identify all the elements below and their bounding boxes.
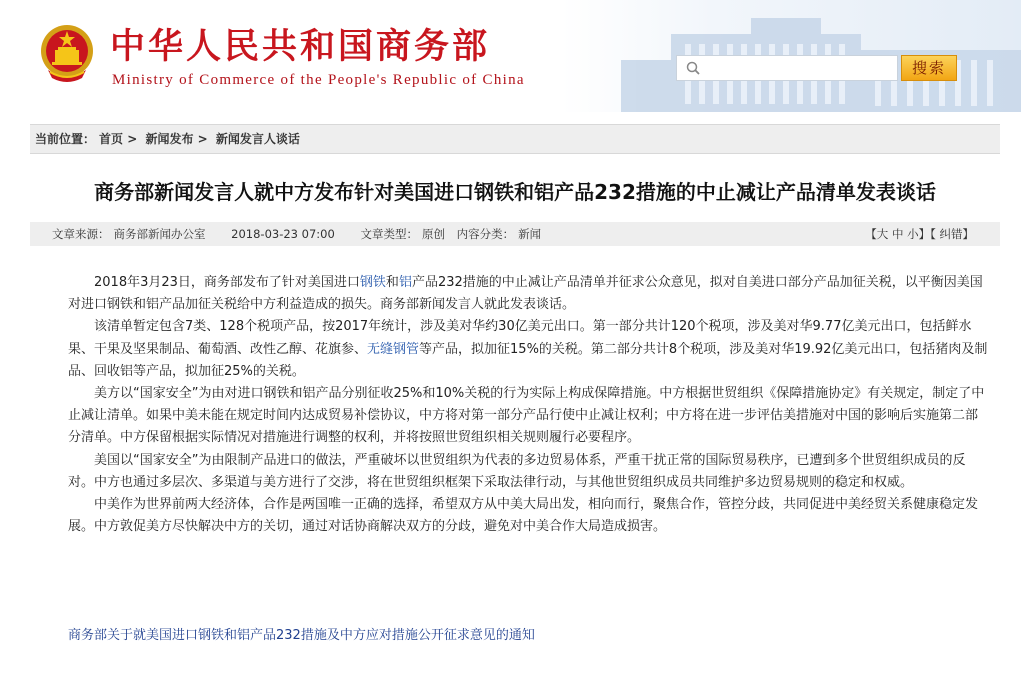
breadcrumb [30,124,1000,154]
keyword-link-aluminum[interactable]: 铝 [398,275,412,290]
site-name-en: Ministry of Commerce of the People's Republic of China [112,72,525,88]
font-size-medium[interactable]: 中 [891,227,904,241]
article-body [68,272,990,538]
search-icon [686,61,700,75]
article-meta-bar [30,222,1000,246]
search-box[interactable] [676,55,898,81]
article-source: 商务部新闻办公室 [113,227,206,241]
article-category: 新闻 [518,227,542,241]
font-size-large[interactable]: 大 [876,227,889,241]
search-input[interactable] [705,58,894,80]
article-date: 2018-03-23 07:00 [231,227,335,241]
source-label: 文章来源： [52,227,110,241]
search-button[interactable]: 搜索 [901,55,957,81]
paragraph-4: 美国以“国家安全”为由限制产品进口的做法，严重破坏以世贸组织为代表的多边贸易体系，严重干扰正常的国际贸易秩序，已遭到多个世贸组织成员的反对。中方也通过多层次、多渠道与美方进行了交涉，将在世贸组织框架下采取法律行动，与其他世贸组织成员共同维护多边贸易规则的稳定和权威。 [68,452,966,490]
category-label: 内容分类： [456,227,515,241]
breadcrumb-news-release[interactable]: 新闻发布 [145,132,194,146]
related-article-link[interactable]: 商务部关于就美国进口钢铁和铝产品232措施及中方应对措施公开征求意见的通知 [68,628,535,643]
article-type: 原创 [421,227,445,241]
breadcrumb-spokesperson[interactable]: 新闻发言人谈话 [215,132,300,146]
article-title: 商务部新闻发言人就中方发布针对美国进口钢铁和铝产品232措施的中止减让产品清单发表谈话 [94,180,936,204]
breadcrumb-separator: > [197,132,208,146]
keyword-link-steel[interactable]: 钢铁 [359,275,386,290]
paragraph-2: 该清单暂定包含7类、128个税项产品，按2017年统计，涉及美对华约30亿美元出口。第一部分共计120个税项，涉及美对华9.77亿美元出口，包括鲜水果、干果及坚果制品、葡萄酒、改性乙醇、花旗参、无缝钢管等产品，拟加征15%的关税。第二部分共计8个税项，涉及美对华19.92亿美元出口，包括猪肉及制品、回收铝等产品，拟加征25%的关税。 [68,319,988,379]
correction-link[interactable]: 【 纠错】 [930,227,974,241]
paragraph-3: 美方以“国家安全”为由对进口钢铁和铝产品分别征收25%和10%关税的行为实际上构成保障措施。中方根据世贸组织《保障措施协定》有关规定，制定了中止减让清单。如果中美未能在规定时间内达成贸易补偿协议，中方将对第一部分产品行使中止减让权利；中方将在进一步评估美措施对中国的影响后实施第二部分清单。中方保留根据实际情况对措施进行调整的权利，并将按照世贸组织相关规则履行必要程序。 [68,386,985,446]
breadcrumb-separator: > [127,132,138,146]
font-size-close: 】 [918,227,931,241]
breadcrumb-prefix: 当前位置： [35,132,96,146]
breadcrumb-home[interactable]: 首页 [99,132,124,146]
paragraph-1: 2018年3月23日，商务部发布了针对美国进口钢铁和铝产品232措施的中止减让产品清单并征求公众意见，拟对自美进口部分产品加征关税，以平衡因美国对进口钢铁和铝产品加征关税给中方利益造成的损失。商务部新闻发言人就此发表谈话。 [68,275,983,313]
site-name-cn: 中华人民共和国商务部 [110,26,491,67]
paragraph-5: 中美作为世界前两大经济体，合作是两国唯一正确的选择，希望双方从中美大局出发，相向而行，聚焦合作，管控分歧，共同促进中美经贸关系健康稳定发展。中方敦促美方尽快解决中方的关切，通过对话协商解决双方的分歧，避免对中美合作大局造成损害。 [68,497,979,535]
font-size-small[interactable]: 小 [907,227,919,241]
font-size-open: 【 [865,227,877,241]
type-label: 文章类型： [360,227,418,241]
site-header [0,0,1021,112]
keyword-link-seamless-pipe[interactable]: 无缝钢管 [367,341,420,357]
national-emblem-icon [38,22,96,84]
